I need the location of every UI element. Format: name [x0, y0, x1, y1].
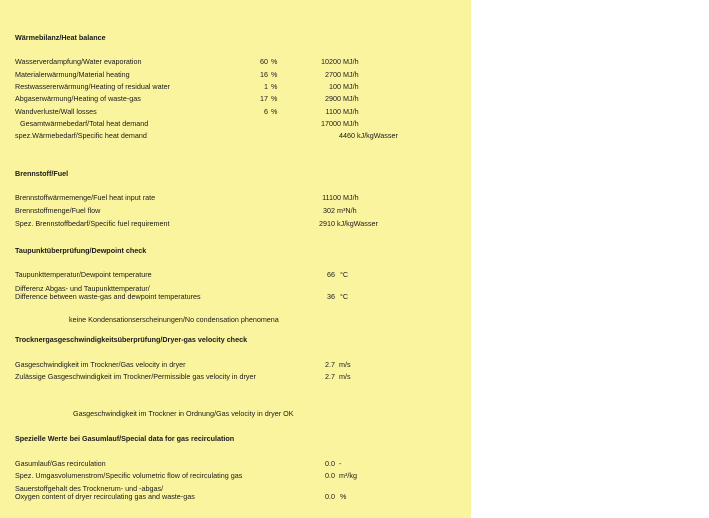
- heat-row-unit: MJ/h: [343, 82, 359, 91]
- heat-row-value: 2900: [325, 94, 341, 103]
- specific-heat-label: spez.Wärmebedarf/Specific heat demand: [15, 131, 147, 140]
- heat-row-unit: MJ/h: [343, 70, 359, 79]
- heat-row-label: Restwassererwärmung/Heating of residual water: [15, 82, 170, 91]
- velocity-ok-note: Gasgeschwindigkeit im Trockner in Ordnung/Gas velocity in dryer OK: [73, 409, 294, 418]
- oxygen-content-value: 0.0: [325, 492, 335, 501]
- permissible-velocity-unit: m/s: [339, 372, 351, 381]
- total-heat-value: 17000: [321, 119, 341, 128]
- percent-unit: %: [271, 57, 278, 66]
- fuel-row-unit: kJ/kgWasser: [337, 219, 378, 228]
- temp-difference-label-de: Differenz Abgas- und Taupunkttemperatur/: [15, 284, 150, 293]
- fuel-row-unit: m³N/h: [337, 206, 357, 215]
- percent-unit: %: [271, 107, 278, 116]
- specific-flow-unit: m³/kg: [339, 471, 357, 480]
- condensation-note: keine Kondensationserscheinungen/No condensation phenomena: [69, 315, 279, 324]
- fuel-heading: Brennstoff/Fuel: [15, 169, 69, 178]
- temp-difference-value: 36: [327, 292, 335, 301]
- heat-row-percent: 6: [264, 107, 268, 116]
- heat-row-label: Wasserverdampfung/Water evaporation: [15, 57, 142, 66]
- heat-row-label: Materialerwärmung/Material heating: [15, 70, 130, 79]
- percent-unit: %: [271, 70, 278, 79]
- heat-row-unit: MJ/h: [343, 94, 359, 103]
- fuel-row-value: 2910: [319, 219, 335, 228]
- percent-unit: %: [271, 82, 278, 91]
- heat-row-percent: 17: [260, 94, 268, 103]
- permissible-velocity-label: Zulässige Gasgeschwindigkeit im Trockner/Permissible gas velocity in dryer: [15, 372, 256, 381]
- heat-row-unit: MJ/h: [343, 107, 359, 116]
- specific-flow-label: Spez. Umgasvolumenstrom/Specific volumetric flow of recirculating gas: [15, 471, 243, 480]
- oxygen-content-label-en: Oxygen content of dryer recirculating gas and waste-gas: [15, 492, 195, 501]
- permissible-velocity-value: 2.7: [325, 372, 335, 381]
- fuel-row-value: 11100: [322, 193, 341, 202]
- total-heat-unit: MJ/h: [343, 119, 359, 128]
- gas-recirculation-value: 0.0: [325, 459, 335, 468]
- specific-flow-value: 0.0: [325, 471, 335, 480]
- dewpoint-temp-value: 66: [327, 270, 335, 279]
- velocity-heading: Trocknergasgeschwindigkeitsüberprüfung/Dryer-gas velocity check: [15, 335, 248, 344]
- heat-row-value: 2700: [325, 70, 341, 79]
- fuel-row-value: 302: [323, 206, 335, 215]
- specific-heat-unit: kJ/kgWasser: [357, 131, 398, 140]
- specific-heat-value: 4460: [339, 131, 355, 140]
- oxygen-content-unit: %: [340, 492, 347, 501]
- heat-balance-heading: Wärmebilanz/Heat balance: [15, 33, 106, 42]
- heat-row-percent: 60: [260, 57, 268, 66]
- total-heat-label: Gesamtwärmebedarf/Total heat demand: [20, 119, 149, 128]
- fuel-row-label: Brennstoffmenge/Fuel flow: [15, 206, 101, 215]
- gas-recirculation-label: Gasumlauf/Gas recirculation: [15, 459, 106, 468]
- fuel-row-label: Spez. Brennstoffbedarf/Specific fuel requirement: [15, 219, 170, 228]
- fuel-row-unit: MJ/h: [343, 193, 359, 202]
- temp-difference-unit: °C: [340, 292, 349, 301]
- dewpoint-heading: Taupunktüberprüfung/Dewpoint check: [15, 246, 147, 255]
- gas-velocity-unit: m/s: [339, 360, 351, 369]
- oxygen-content-label-de: Sauerstoffgehalt des Trocknerum- und -abgas/: [15, 484, 164, 493]
- heat-row-percent: 1: [264, 82, 268, 91]
- heat-row-unit: MJ/h: [343, 57, 359, 66]
- recirculation-heading: Spezielle Werte bei Gasumlauf/Special data for gas recirculation: [15, 434, 235, 443]
- heat-row-label: Wandverluste/Wall losses: [15, 107, 97, 116]
- dewpoint-temp-label: Taupunkttemperatur/Dewpoint temperature: [15, 270, 152, 279]
- heat-row-percent: 16: [260, 70, 268, 79]
- gas-velocity-value: 2.7: [325, 360, 335, 369]
- heat-row-label: Abgaserwärmung/Heating of waste-gas: [15, 94, 141, 103]
- gas-velocity-label: Gasgeschwindigkeit im Trockner/Gas velocity in dryer: [15, 360, 186, 369]
- percent-unit: %: [271, 94, 278, 103]
- heat-row-value: 10200: [321, 57, 341, 66]
- fuel-row-label: Brennstoffwärmemenge/Fuel heat input rate: [15, 193, 156, 202]
- heat-row-value: 100: [329, 82, 341, 91]
- heat-row-value: 1100: [325, 107, 341, 116]
- dewpoint-temp-unit: °C: [340, 270, 349, 279]
- gas-recirculation-unit: -: [339, 459, 342, 468]
- temp-difference-label-en: Difference between waste-gas and dewpoint temperatures: [15, 292, 201, 301]
